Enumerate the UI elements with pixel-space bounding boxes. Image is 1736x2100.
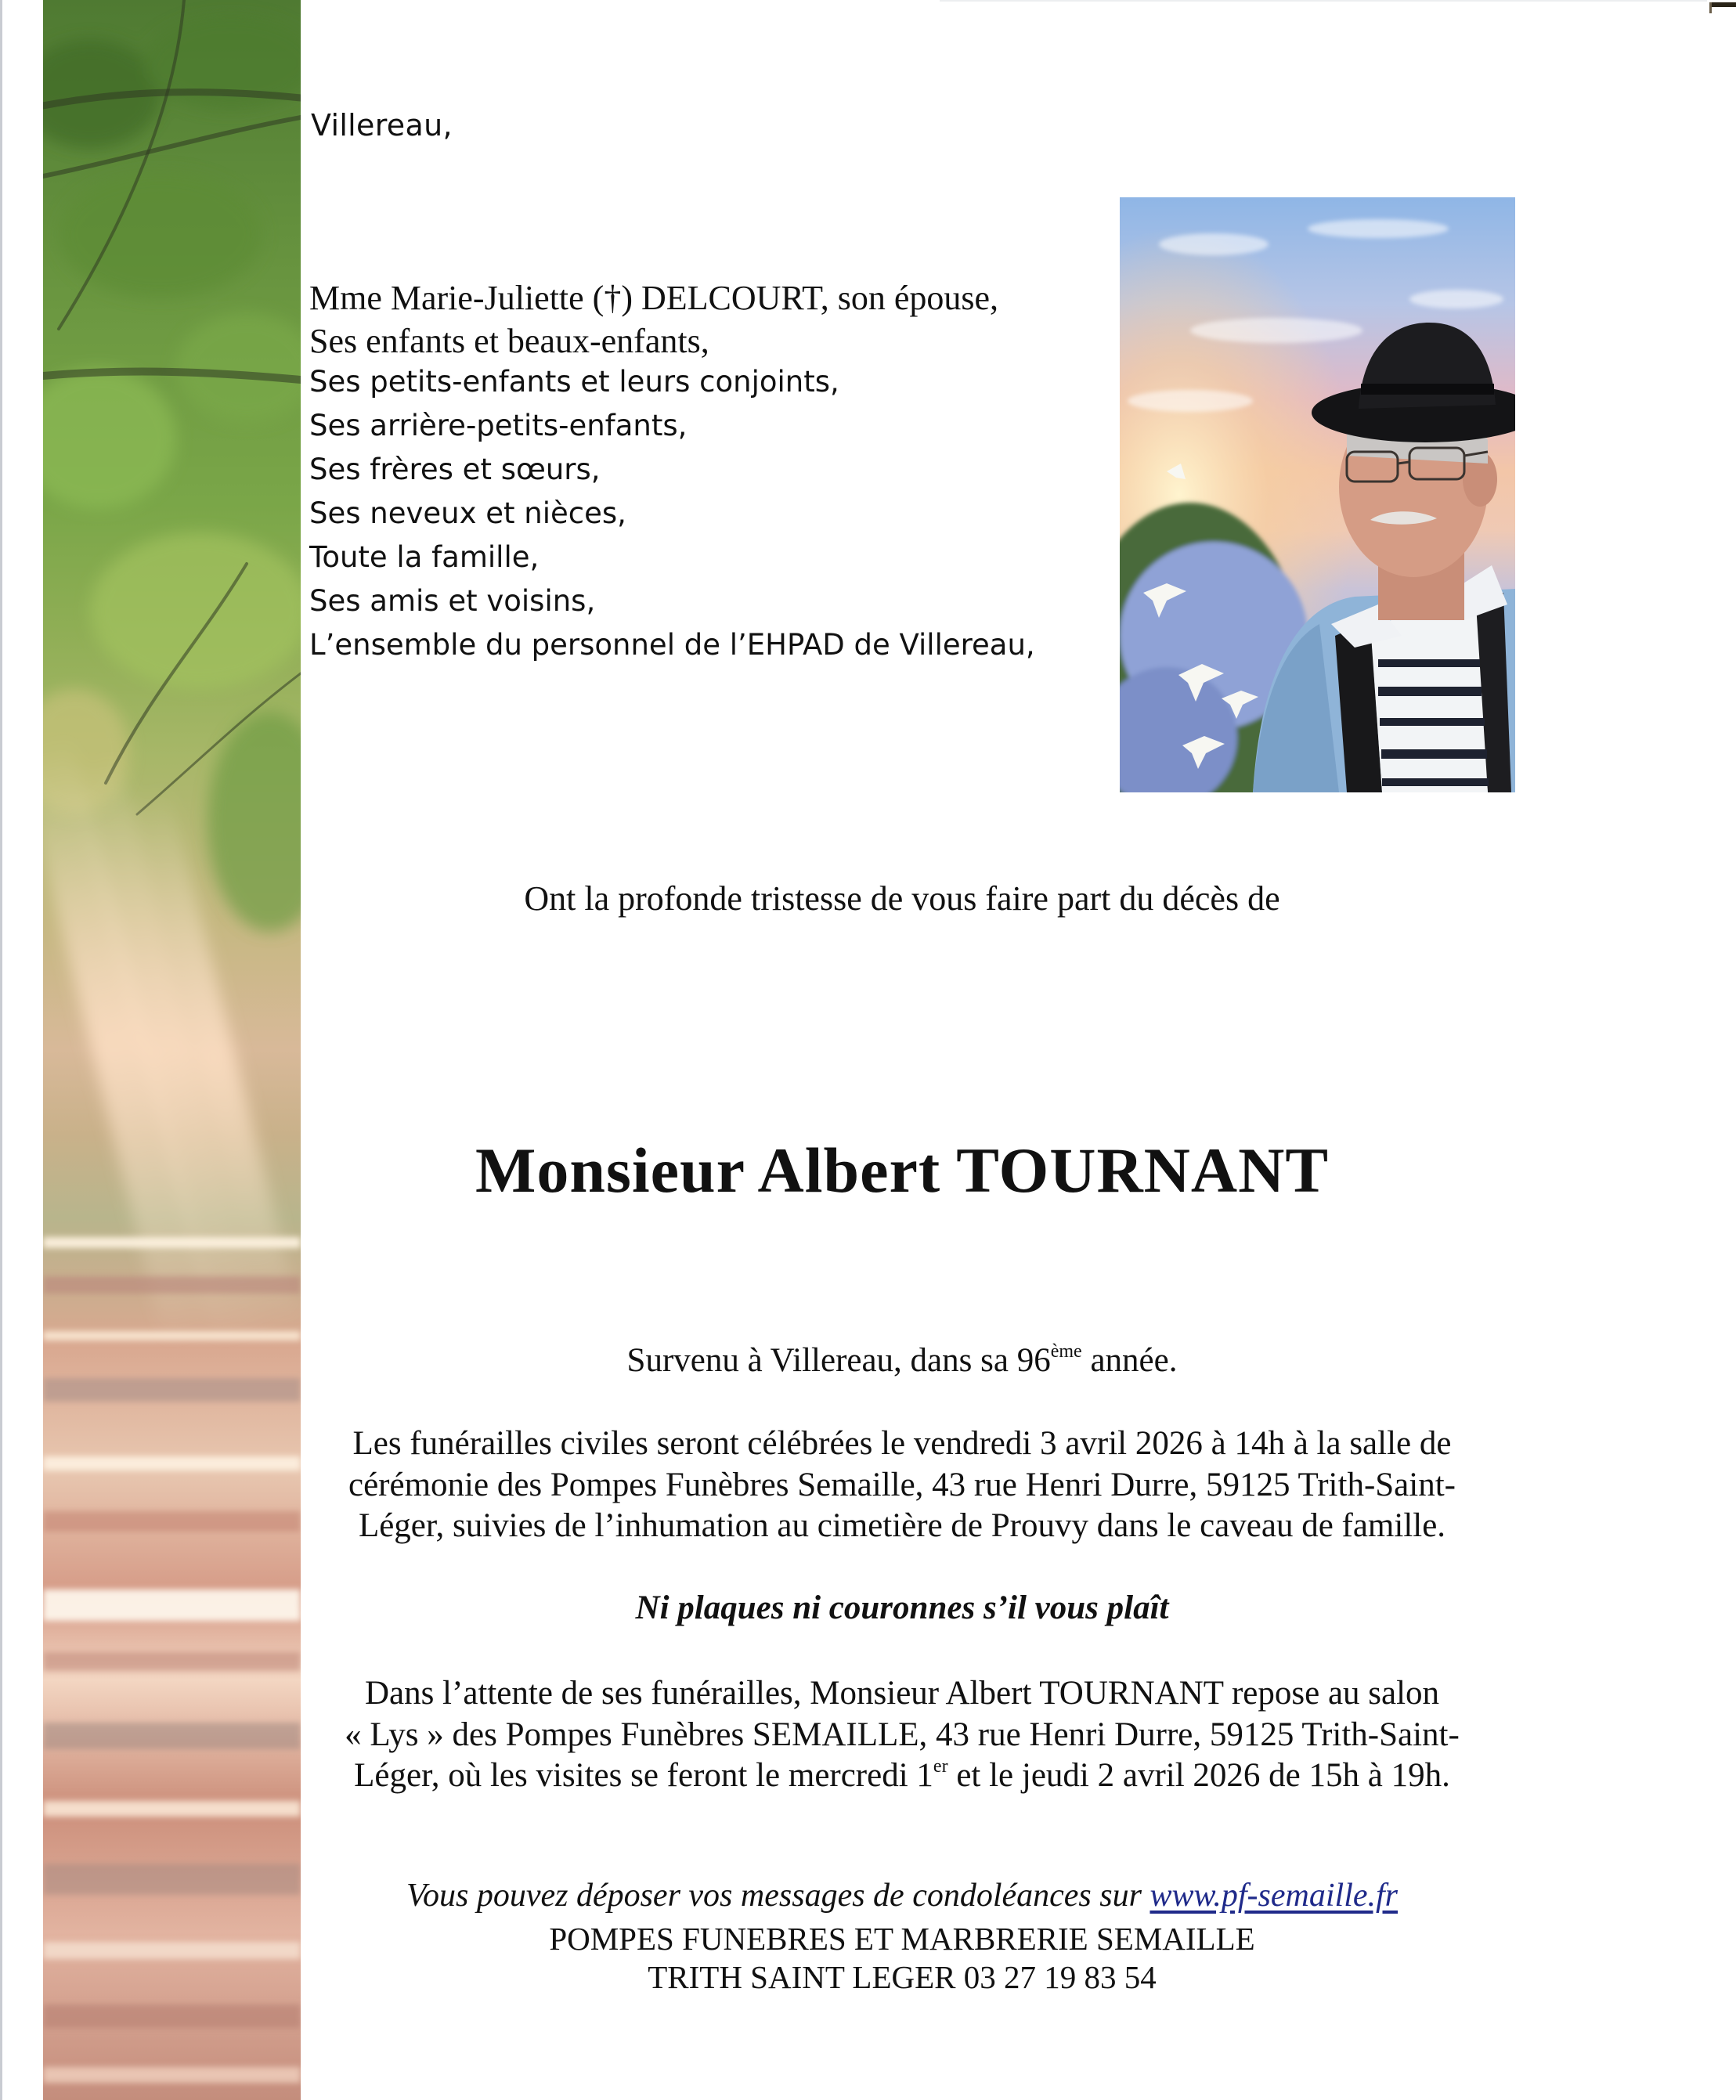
funeral-details (301, 1423, 1503, 1547)
family-member-line: Toute la famille, (309, 540, 540, 574)
portrait-photo (1120, 197, 1515, 792)
wake-line (301, 1755, 1503, 1797)
funeral-line: Les funérailles civiles seront célébrées le vendredi 3 avril 2026 à 14h à la salle de (352, 1425, 1452, 1462)
forest-path-image-strip (43, 0, 301, 2100)
wake-before: Léger, où les visites se feront le mercredi 1 (354, 1757, 933, 1794)
family-member-line: Ses neveux et nièces, (309, 496, 626, 530)
visitation-details (301, 1673, 1503, 1797)
announcement-text: Ont la profonde tristesse de vous faire part du décès de (524, 879, 1280, 918)
wake-after: et le jeudi 2 avril 2026 de 15h à 19h. (947, 1757, 1450, 1794)
portrait-illustration (1120, 197, 1515, 792)
no-flowers-note: Ni plaques ni couronnes s’il vous plaît (635, 1589, 1169, 1626)
wake-sup: er (933, 1756, 948, 1777)
scan-artifact (940, 0, 1707, 2)
funeral-line: cérémonie des Pompes Funèbres Semaille, 43 rue Henri Durre, 59125 Trith-Saint- (348, 1466, 1456, 1503)
corner-mark (1709, 2, 1736, 7)
deceased-name: Monsieur Albert TOURNANT (475, 1135, 1330, 1206)
wake-line: Dans l’attente de ses funérailles, Monsieur Albert TOURNANT repose au salon (364, 1675, 1440, 1712)
family-member-line: Ses frères et sœurs, (309, 453, 601, 486)
condolences-link[interactable]: www.pf-semaille.fr (1150, 1878, 1399, 1914)
page-edge (0, 0, 2, 2100)
family-member-line: Ses arrière-petits-enfants, (309, 409, 688, 442)
condolences-text: Vous pouvez déposer vos messages de condoléances sur (406, 1878, 1150, 1914)
funeral-home-contact: TRITH SAINT LEGER 03 27 19 83 54 (648, 1959, 1157, 1995)
wake-line: « Lys » des Pompes Funèbres SEMAILLE, 43 rue Henri Durre, 59125 Trith-Saint- (345, 1716, 1460, 1753)
survenu-after: année. (1081, 1342, 1178, 1379)
survenu-before: Survenu à Villereau, dans sa 96 (626, 1342, 1051, 1379)
opening-location: Villereau, (311, 108, 453, 143)
funeral-line: Léger, suivies de l’inhumation au cimetière de Prouvy dans le caveau de famille. (358, 1507, 1446, 1544)
condolences-line (301, 1877, 1503, 1914)
forest-illustration (43, 0, 301, 2100)
family-member-line: Mme Marie-Juliette (†) DELCOURT, son épouse, (309, 279, 999, 317)
family-member-line: L’ensemble du personnel de l’EHPAD de Villereau, (309, 628, 1035, 662)
family-member-line: Ses amis et voisins, (309, 584, 596, 618)
family-member-line: Ses enfants et beaux-enfants, (309, 322, 709, 360)
funeral-home-name: POMPES FUNEBRES ET MARBRERIE SEMAILLE (549, 1921, 1255, 1957)
family-member-line: Ses petits-enfants et leurs conjoints, (309, 365, 839, 399)
death-place-age (301, 1341, 1503, 1380)
survenu-sup: ème (1050, 1341, 1082, 1362)
